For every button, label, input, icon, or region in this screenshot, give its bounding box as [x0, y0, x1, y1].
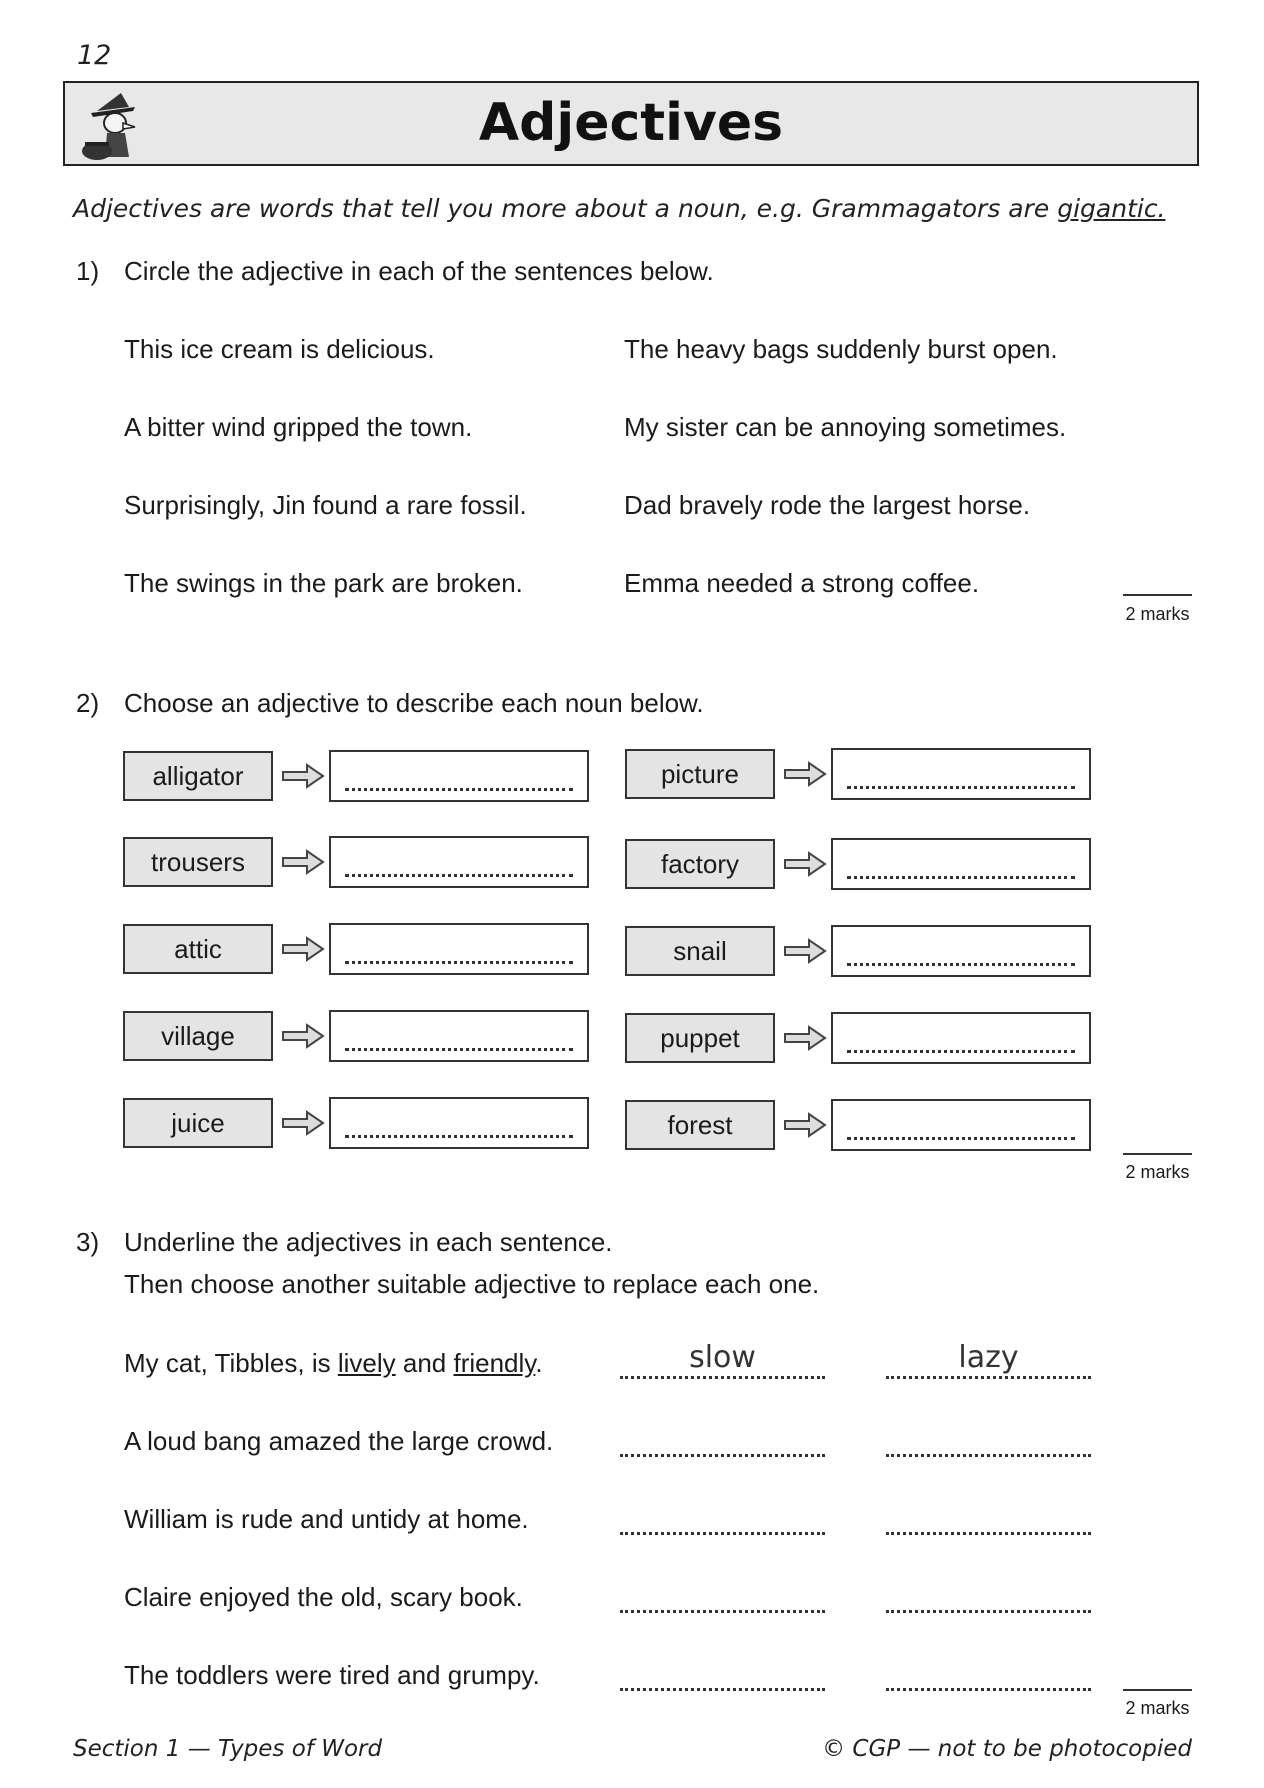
q1-instruction: Circle the adjective in each of the sentences below.	[124, 256, 714, 286]
page-number: 12	[77, 40, 112, 71]
answer-dotline[interactable]	[886, 1688, 1091, 1691]
noun-box: puppet	[625, 1013, 775, 1063]
q3-sentence[interactable]: William is rude and untidy at home.	[124, 1504, 529, 1534]
q3-sentence[interactable]: The toddlers were tired and grumpy.	[124, 1660, 540, 1690]
intro-definition	[73, 194, 1166, 223]
answer-dotline[interactable]	[620, 1610, 825, 1613]
arrow-right-icon	[783, 851, 827, 877]
q2-instruction: Choose an adjective to describe each noun below.	[124, 688, 704, 718]
answer-dotline[interactable]	[886, 1454, 1091, 1457]
noun-box: snail	[625, 926, 775, 976]
answer-box[interactable]	[831, 925, 1091, 977]
answer-dotline[interactable]	[886, 1610, 1091, 1613]
q3-instruction-line1: Underline the adjectives in each sentence.	[124, 1227, 613, 1257]
answer-box[interactable]	[831, 838, 1091, 890]
answer-box[interactable]	[329, 1010, 589, 1062]
noun-box: juice	[123, 1098, 273, 1148]
arrow-right-icon	[783, 938, 827, 964]
answer-box[interactable]	[831, 748, 1091, 800]
noun-box: forest	[625, 1100, 775, 1150]
example-adjective: lively	[337, 1348, 396, 1378]
q1-marks-line	[1123, 594, 1192, 596]
noun-box: trousers	[123, 837, 273, 887]
example-text: .	[535, 1348, 543, 1378]
q2-marks-line	[1123, 1153, 1192, 1155]
q3-marks: 2 marks	[1125, 1698, 1190, 1718]
answer-box[interactable]	[831, 1099, 1091, 1151]
q2-number: 2)	[76, 688, 100, 718]
q3-marks-line	[1123, 1689, 1192, 1691]
q3-sentence[interactable]: Claire enjoyed the old, scary book.	[124, 1582, 523, 1612]
q1-sentence[interactable]: The swings in the park are broken.	[124, 568, 523, 598]
handwritten-answer: slow	[689, 1340, 756, 1375]
answer-box[interactable]	[831, 1012, 1091, 1064]
noun-box: factory	[625, 839, 775, 889]
intro-example-word: gigantic.	[1057, 194, 1166, 223]
arrow-right-icon	[281, 763, 325, 789]
q1-sentence[interactable]: Surprisingly, Jin found a rare fossil.	[124, 490, 527, 520]
example-adjective: friendly	[453, 1348, 536, 1378]
answer-box[interactable]	[329, 1097, 589, 1149]
noun-box: picture	[625, 749, 775, 799]
footer-section: Section 1 — Types of Word	[73, 1736, 383, 1762]
q3-example-sentence	[124, 1348, 543, 1379]
q1-sentence[interactable]: A bitter wind gripped the town.	[124, 412, 473, 442]
answer-dotline[interactable]	[886, 1532, 1091, 1535]
answer-box[interactable]	[329, 836, 589, 888]
q1-sentence[interactable]: My sister can be annoying sometimes.	[624, 412, 1067, 442]
q1-sentence[interactable]: Dad bravely rode the largest horse.	[624, 490, 1031, 520]
q3-number: 3)	[76, 1227, 100, 1257]
title-banner	[63, 81, 1199, 166]
arrow-right-icon	[783, 1025, 827, 1051]
example-text: and	[395, 1348, 454, 1378]
page-title: Adjectives	[478, 93, 784, 153]
intro-text: Adjectives are words that tell you more about a noun, e.g. Grammagators are	[73, 194, 1058, 223]
q1-sentence[interactable]: Emma needed a strong coffee.	[624, 568, 980, 598]
answer-box[interactable]	[329, 923, 589, 975]
answer-dotline[interactable]	[620, 1532, 825, 1535]
footer-copyright: © CGP — not to be photocopied	[822, 1736, 1192, 1762]
arrow-right-icon	[783, 761, 827, 787]
noun-box: alligator	[123, 751, 273, 801]
answer-dotline[interactable]	[620, 1688, 825, 1691]
example-text: My cat, Tibbles, is	[124, 1348, 338, 1378]
arrow-right-icon	[281, 849, 325, 875]
arrow-right-icon	[281, 936, 325, 962]
answer-dotline[interactable]	[886, 1376, 1091, 1379]
q1-sentence[interactable]: The heavy bags suddenly burst open.	[624, 334, 1058, 364]
q1-marks: 2 marks	[1125, 604, 1190, 624]
arrow-right-icon	[783, 1112, 827, 1138]
answer-dotline[interactable]	[620, 1376, 825, 1379]
answer-box[interactable]	[329, 750, 589, 802]
q1-number: 1)	[76, 256, 100, 286]
answer-dotline[interactable]	[620, 1454, 825, 1457]
q1-sentence[interactable]: This ice cream is delicious.	[124, 334, 435, 364]
noun-box: attic	[123, 924, 273, 974]
arrow-right-icon	[281, 1110, 325, 1136]
q2-marks: 2 marks	[1125, 1162, 1190, 1182]
arrow-right-icon	[281, 1023, 325, 1049]
q3-sentence[interactable]: A loud bang amazed the large crowd.	[124, 1426, 554, 1456]
handwritten-answer: lazy	[958, 1340, 1019, 1375]
q3-instruction-line2: Then choose another suitable adjective to replace each one.	[124, 1269, 820, 1299]
noun-box: village	[123, 1011, 273, 1061]
